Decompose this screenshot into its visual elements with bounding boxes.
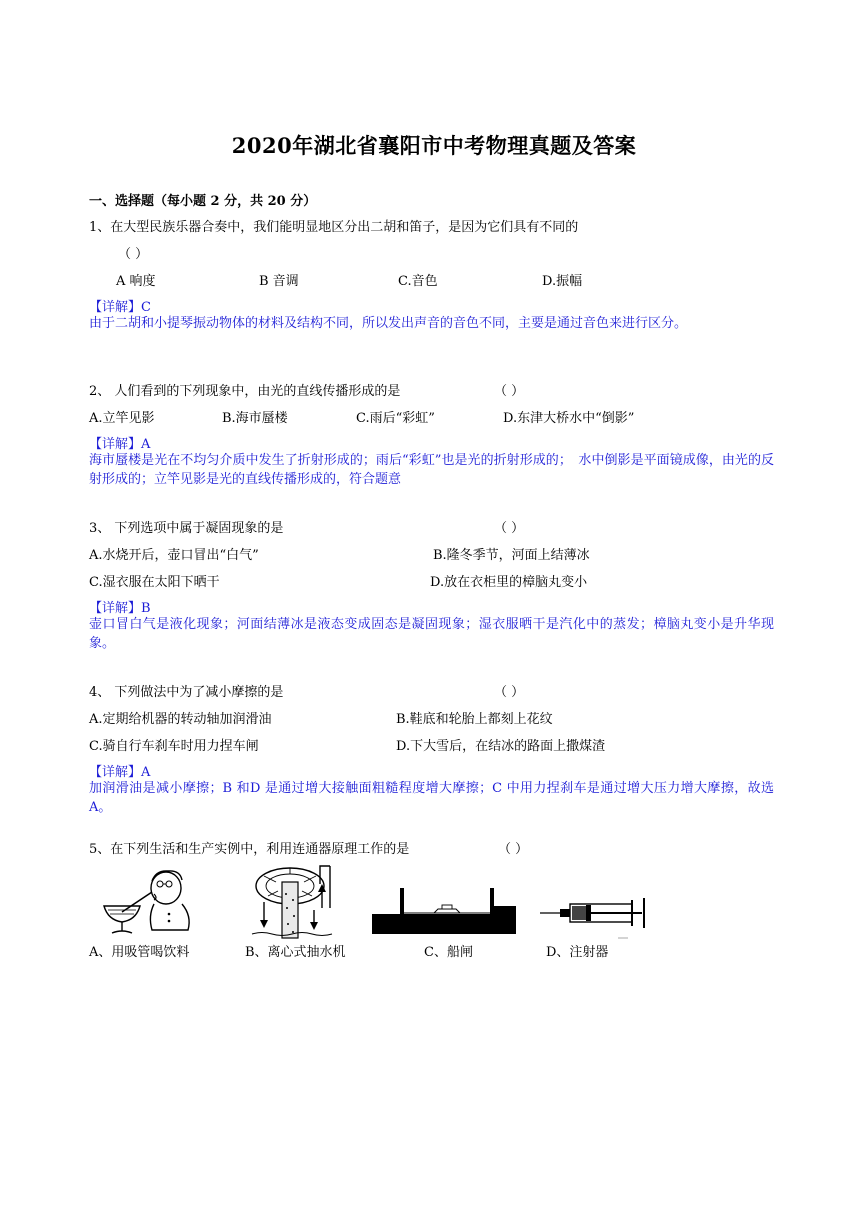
question-3-explanation: 壶口冒白气是液化现象；河面结薄冰是液态变成固态是凝固现象；湿衣服晒干是汽化中的蒸发；樟脑丸变小是升华现象。 xyxy=(89,617,774,651)
question-5-option-d: D、注射器 xyxy=(546,945,609,960)
page-title: 2020年湖北省襄阳市中考物理真题及答案 xyxy=(231,133,637,158)
syringe-figure xyxy=(538,890,656,942)
question-3-option-c: C.湿衣服在太阳下晒干 xyxy=(89,575,220,590)
question-3-stem: 3、 下列选项中属于凝固现象的是 xyxy=(89,521,284,536)
question-1-explanation: 由于二胡和小提琴振动物体的材料及结构不同，所以发出声音的音色不同，主要是通过音色来进行区分。 xyxy=(89,316,688,331)
question-1-option-b: B 音调 xyxy=(259,274,299,289)
question-3-answer: 【详解】B xyxy=(89,601,151,616)
question-1-option-a: A 响度 xyxy=(116,274,156,289)
question-5-option-b: B、离心式抽水机 xyxy=(245,945,346,960)
question-2-option-c: C.雨后“彩虹” xyxy=(356,411,435,426)
question-1-stem: 1、在大型民族乐器合奏中，我们能明显地区分出二胡和笛子，是因为它们具有不同的 xyxy=(89,220,579,235)
question-4-option-b: B.鞋底和轮胎上都刻上花纹 xyxy=(396,712,553,727)
question-5-option-a: A、用吸管喝饮料 xyxy=(89,945,190,960)
question-4-answer: 【详解】A xyxy=(89,765,151,780)
straw-drinking-figure xyxy=(96,868,194,938)
question-1-option-d: D.振幅 xyxy=(542,274,583,289)
question-3-option-b: B.隆冬季节，河面上结薄冰 xyxy=(433,548,590,563)
question-1-option-c: C.音色 xyxy=(398,274,438,289)
question-2-answer: 【详解】A xyxy=(89,437,151,452)
question-4-stem: 4、 下列做法中为了减小摩擦的是 xyxy=(89,685,284,700)
question-4-bracket: （ ） xyxy=(494,685,525,700)
question-1-answer: 【详解】C xyxy=(89,300,151,315)
question-2-option-b: B.海市蜃楼 xyxy=(222,411,288,426)
question-2-stem: 2、 人们看到的下列现象中，由光的直线传播形成的是 xyxy=(89,384,401,399)
question-2-option-a: A.立竿见影 xyxy=(89,411,155,426)
question-3-option-d: D.放在衣柜里的樟脑丸变小 xyxy=(430,575,588,590)
question-1-bracket: （ ） xyxy=(118,247,149,262)
question-4-option-c: C.骑自行车刹车时用力捏车闸 xyxy=(89,739,259,754)
question-4-option-d: D.下大雪后，在结冰的路面上撒煤渣 xyxy=(396,739,606,754)
question-2-explanation: 海市蜃楼是光在不均匀介质中发生了折射形成的；雨后“彩虹”也是光的折射形成的； 水中倒影是平面镜成像，由光的反射形成的；立竿见影是光的直线传播形成的，符合题意 xyxy=(89,453,774,487)
question-3-option-a: A.水烧开后，壶口冒出“白气” xyxy=(89,548,259,563)
question-5-option-c: C、船闸 xyxy=(424,945,473,960)
question-3-bracket: （ ） xyxy=(494,521,525,536)
question-2-option-d: D.东津大桥水中“倒影” xyxy=(503,411,635,426)
question-5-stem: 5、在下列生活和生产实例中，利用连通器原理工作的是 xyxy=(89,842,410,857)
question-4-option-a: A.定期给机器的转动轴加润滑油 xyxy=(89,712,272,727)
ship-lock-figure xyxy=(370,884,518,936)
question-5-bracket: （ ） xyxy=(498,842,529,857)
question-4-explanation: 加润滑油是减小摩擦；B 和D 是通过增大接触面粗糙程度增大摩擦；C 中用力捏刹车是通过增大压力增大摩擦，故选 A。 xyxy=(89,781,774,815)
question-2-bracket: （ ） xyxy=(494,384,525,399)
centrifugal-pump-figure xyxy=(250,862,334,942)
section-heading: 一、选择题（每小题 2 分，共 20 分） xyxy=(89,194,317,209)
